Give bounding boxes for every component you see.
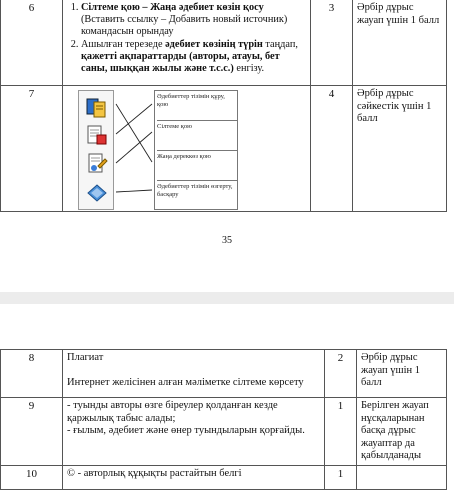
step-1-bold: Сілтеме қою – Жаңа әдебиет көзін қосу	[81, 2, 264, 13]
step-1	[81, 2, 306, 38]
task-cell: © - авторлық құқықты растайтын белгі	[63, 465, 325, 489]
table-row	[1, 465, 447, 489]
icon-column	[78, 90, 114, 210]
criteria: Әрбір дұрыс жауап үшін 1 балл	[353, 0, 447, 86]
task-cell	[63, 350, 325, 398]
row-number: 10	[1, 465, 63, 489]
step-2-pre: Ашылған терезеде	[81, 39, 166, 50]
bibliography-insert-icon	[85, 95, 109, 119]
match-label: Сілтеме қою	[157, 123, 237, 151]
criteria: Әрбір дұрыс сәйкестік үшін 1 балл	[353, 86, 447, 212]
match-label: Жаңа дереккөз қою	[157, 153, 237, 181]
label-column	[154, 90, 238, 210]
task-steps	[63, 0, 311, 86]
criteria: Берілген жауап нұсқаларынан басқа дұрыс жауаптар да қабылданады	[357, 398, 447, 466]
step-2-bold2: қажетті ақпараттарды (авторы, атауы, бет саны, шыққан жылы және т.с.с.)	[81, 51, 280, 74]
score: 2	[325, 350, 357, 398]
step-2	[81, 39, 306, 75]
table-row	[1, 398, 447, 466]
task-line-1: - туынды авторы өзге біреулер қолданған кезде қаржылық табыс алады;	[67, 400, 278, 424]
criteria	[357, 465, 447, 489]
matching-exercise	[78, 90, 238, 212]
row-number: 8	[1, 350, 63, 398]
task-cell	[63, 398, 325, 466]
matching-lines	[114, 90, 154, 210]
score: 4	[311, 86, 353, 212]
match-line	[116, 104, 152, 162]
table-row	[1, 0, 447, 86]
row-number: 9	[1, 398, 63, 466]
page-number: 35	[222, 235, 232, 246]
criteria: Әрбір дұрыс жауап үшін 1 балл	[357, 350, 447, 398]
match-label: Әдебиеттер тізімін өзгерту, басқару	[157, 183, 233, 198]
step-1-rest: (Вставить ссылку – Добавить новый источник) командасын орындау	[81, 14, 288, 37]
table-row	[1, 350, 447, 398]
task-line-2: Интернет желісінен алған мәліметке сілтеме көрсету	[67, 376, 304, 388]
step-2-bold1: әдебиет көзінің түрін	[165, 39, 263, 50]
match-line	[116, 104, 152, 134]
manage-sources-icon	[85, 123, 109, 147]
task-line-1: Плагиат	[67, 352, 104, 363]
score: 3	[311, 0, 353, 86]
score: 1	[325, 465, 357, 489]
style-icon	[85, 181, 109, 205]
match-line	[116, 190, 152, 192]
page-break	[0, 292, 454, 304]
step-2-post: енгізу.	[233, 63, 265, 74]
row-number: 7	[1, 86, 63, 212]
step-2-mid: таңдап,	[262, 39, 298, 50]
match-label: Әдебиеттер тізімін құру, қою	[157, 93, 237, 121]
score: 1	[325, 398, 357, 466]
row-number: 6	[1, 0, 63, 86]
bottom-table	[0, 349, 447, 490]
insert-citation-icon	[85, 152, 109, 176]
task-line-2: - ғылым, әдебиет және өнер туындыларын қорғайды.	[67, 425, 305, 436]
match-line	[116, 132, 152, 163]
